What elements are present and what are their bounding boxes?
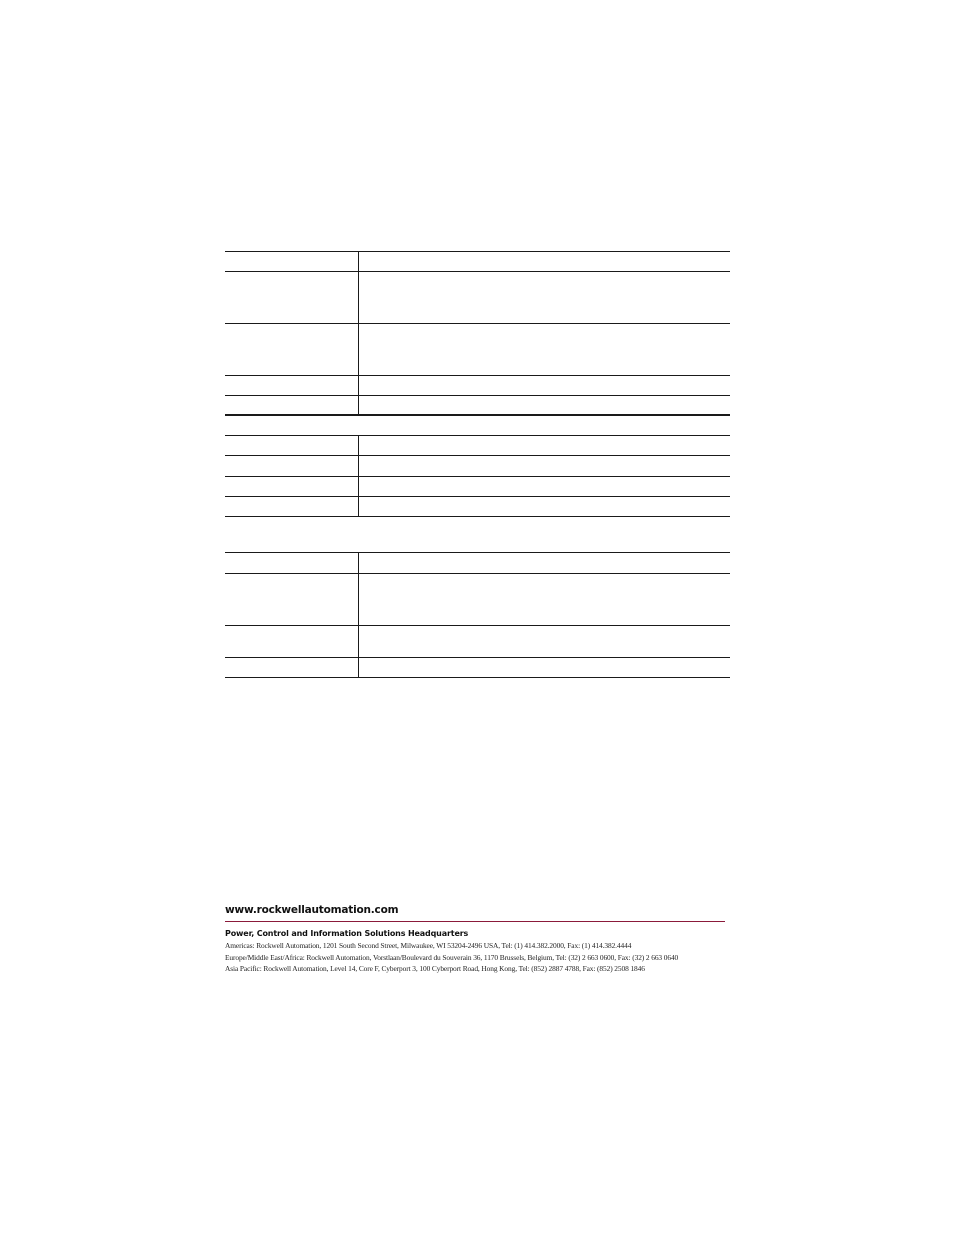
table-rule xyxy=(225,251,730,252)
table-rule-thick xyxy=(225,414,730,416)
table-rule xyxy=(225,677,730,678)
table-rule xyxy=(225,496,730,497)
table-rule xyxy=(225,625,730,626)
table-rule xyxy=(225,573,730,574)
table-rule xyxy=(225,375,730,376)
headquarters-title: Power, Control and Information Solutions Headquarters xyxy=(225,929,469,938)
table-rule xyxy=(225,395,730,396)
table-rule xyxy=(225,435,730,436)
footer-divider xyxy=(225,921,725,922)
table-rule xyxy=(225,476,730,477)
table-rule xyxy=(225,455,730,456)
table-rule xyxy=(225,552,730,553)
table-rule xyxy=(225,516,730,517)
table-column-divider xyxy=(358,251,359,415)
page-footer xyxy=(225,903,725,975)
address-emea: Europe/Middle East/Africa: Rockwell Automation, Vorstlaan/Boulevard du Souverain 36, 1170 Brussels, Belgium, Tel: (32) 2 663 0600, Fax: (32) 2 663 0640 xyxy=(225,952,679,962)
table-rule xyxy=(225,271,730,272)
table-rule xyxy=(225,657,730,658)
address-asia-pacific: Asia Pacific: Rockwell Automation, Level 14, Core F, Cyberport 3, 100 Cyberport Road, Hong Kong, Tel: (852) 2887 4788, Fax: (852) 2508 1846 xyxy=(225,964,645,973)
table-rule xyxy=(225,323,730,324)
table-column-divider xyxy=(358,552,359,678)
address-americas: Americas: Rockwell Automation, 1201 South Second Street, Milwaukee, WI 53204-2496 USA, Tel: (1) 414.382.2000, Fax: (1) 414.382.4444 xyxy=(225,941,632,950)
website-url[interactable]: www.rockwellautomation.com xyxy=(225,904,399,916)
table-column-divider xyxy=(358,435,359,517)
